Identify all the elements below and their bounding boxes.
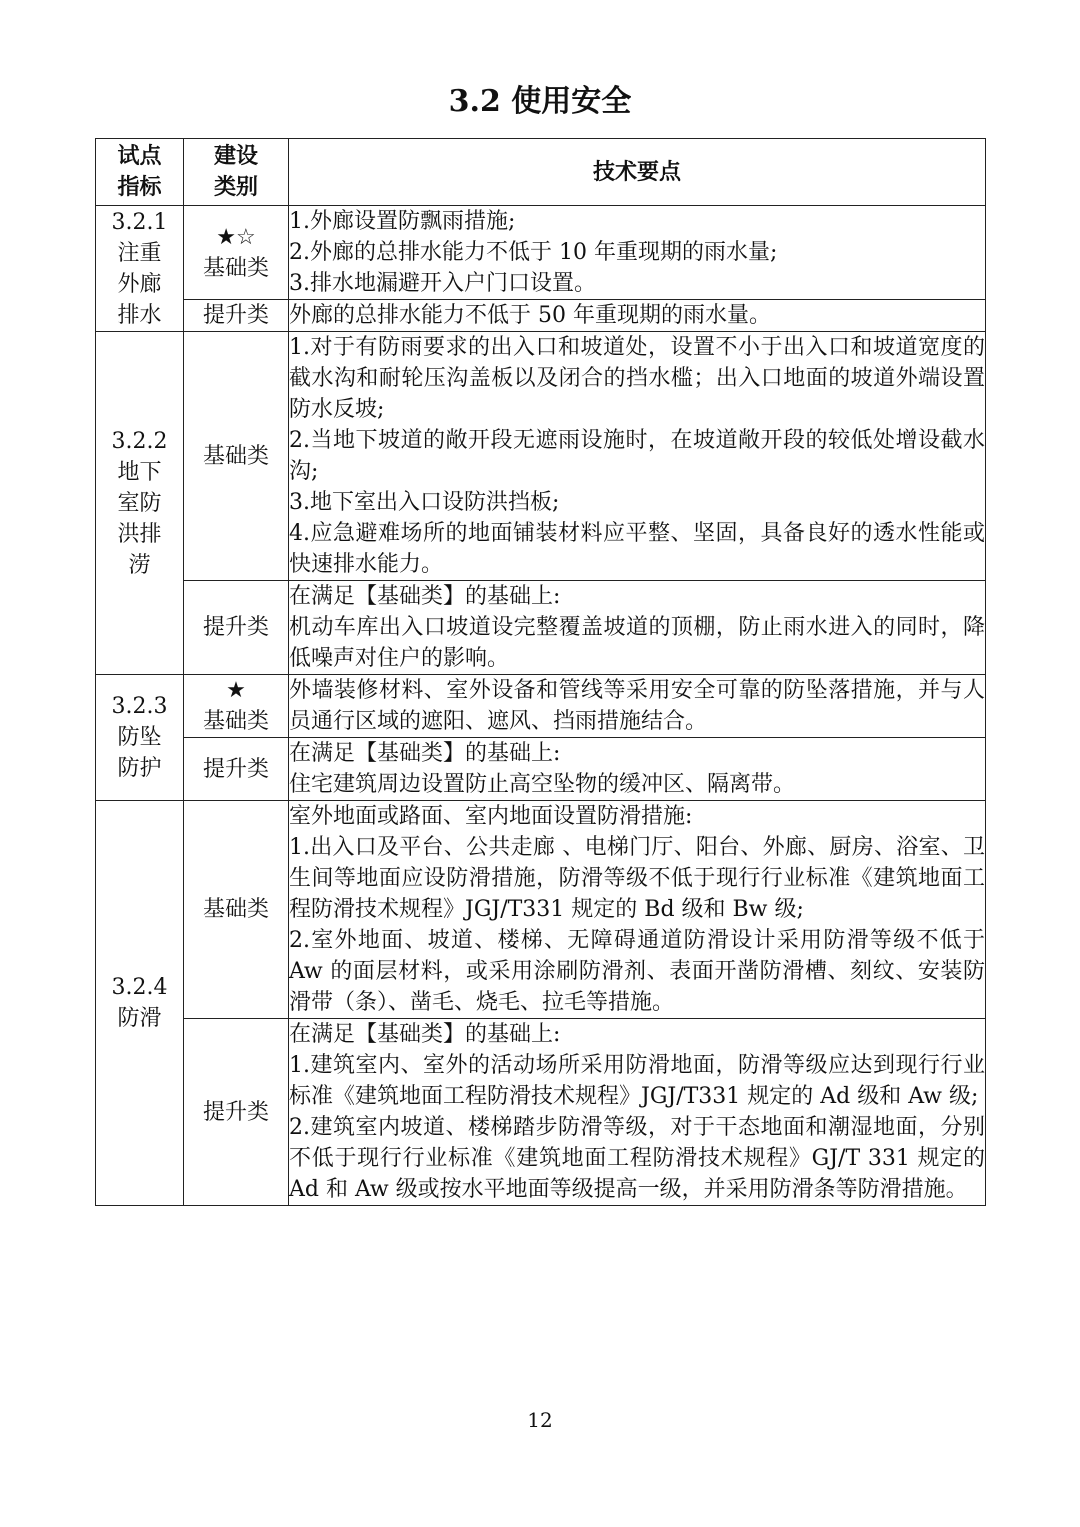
point-text: 在满足【基础类】的基础上: [289, 741, 561, 766]
indicator-cell [96, 206, 184, 332]
header-indicator-line: 试点 [117, 143, 162, 169]
point-text: 住宅建筑周边设置防止高空坠物的缓冲区、隔离带。 [289, 772, 796, 797]
indicator-line: 洪排 [117, 521, 162, 547]
category-cell [184, 738, 289, 801]
header-indicator-line: 指标 [117, 174, 162, 200]
category-label: 基础类 [202, 443, 269, 469]
table-row [96, 206, 986, 300]
table-row [96, 1019, 986, 1206]
points-cell [289, 675, 986, 738]
points-cell [289, 206, 986, 300]
table-row [96, 332, 986, 581]
indicator-line: 3.2.3 [111, 694, 168, 719]
category-cell [184, 675, 289, 738]
star-mark: ★ [226, 678, 246, 703]
points-cell [289, 332, 986, 581]
category-cell [184, 300, 289, 332]
indicator-line: 涝 [128, 552, 151, 578]
header-points: 技术要点 [289, 139, 986, 206]
table-row [96, 738, 986, 801]
points-cell [289, 738, 986, 801]
page-title: 3.2 使用安全 [448, 84, 632, 119]
indicator-cell [96, 675, 184, 801]
header-category-line: 建设 [213, 143, 258, 169]
category-label: 基础类 [202, 897, 269, 922]
point-text: 4.应急避难场所的地面铺装材料应平整、坚固，具备良好的透水性能或快速排水能力。 [289, 521, 985, 577]
indicator-cell [96, 332, 184, 675]
category-label: 提升类 [202, 615, 269, 640]
point-text: 1.出入口及平台、公共走廊 、电梯门厅、阳台、外廊、厨房、浴室、卫生间等地面应设防滑措施，防滑等级不低于现行行业标准《建筑地面工程防滑技术规程》JGJ/T331 规定的 Bd 级和 Bw 级; [289, 835, 985, 922]
point-text: 在满足【基础类】的基础上: [289, 584, 561, 609]
category-cell [184, 332, 289, 581]
points-cell [289, 1019, 986, 1206]
indicator-line: 3.2.4 [111, 975, 168, 1000]
category-cell [184, 206, 289, 300]
points-cell [289, 581, 986, 675]
point-text: 1.对于有防雨要求的出入口和坡道处，设置不小于出入口和坡道宽度的截水沟和耐轮压沟盖板以及闭合的挡水槛；出入口地面的坡道外端设置防水反坡; [289, 335, 985, 422]
point-text: 机动车库出入口坡道设完整覆盖坡道的顶棚，防止雨水进入的同时，降低噪声对住户的影响。 [289, 615, 985, 671]
table-row [96, 675, 986, 738]
category-label: 提升类 [202, 756, 269, 782]
table-row [96, 300, 986, 332]
point-text: 2.外廊的总排水能力不低于 10 年重现期的雨水量; [289, 240, 778, 265]
category-label: 提升类 [202, 303, 269, 328]
category-label: 基础类 [202, 709, 269, 734]
table-body [96, 206, 986, 1206]
point-text: 室外地面或路面、室内地面设置防滑措施: [289, 804, 693, 829]
header-indicator [96, 139, 184, 206]
point-text: 2.室外地面、坡道、楼梯、无障碍通道防滑设计采用防滑等级不低于 Aw 的面层材料，或采用涂刷防滑剂、表面开凿防滑槽、刻纹、安装防滑带（条）、凿毛、烧毛、拉毛等措施。 [289, 928, 985, 1015]
table-row [96, 801, 986, 1019]
points-cell [289, 300, 986, 332]
indicator-line: 外廊 [117, 271, 162, 297]
point-text: 3.排水地漏避开入户门口设置。 [289, 271, 596, 296]
category-cell [184, 801, 289, 1019]
category-cell [184, 581, 289, 675]
indicator-line: 地下 [117, 459, 162, 485]
header-category-line: 类别 [213, 174, 258, 200]
indicator-cell [96, 801, 184, 1206]
point-text: 在满足【基础类】的基础上: [289, 1022, 561, 1047]
point-text: 3.地下室出入口设防洪挡板; [289, 490, 560, 515]
indicator-line: 3.2.2 [111, 428, 168, 454]
indicator-line: 排水 [117, 302, 162, 328]
star-mark: ★☆ [216, 224, 256, 250]
table-header-row [96, 139, 986, 206]
technical-points-table [95, 138, 986, 1206]
points-cell [289, 801, 986, 1019]
indicator-line: 防护 [117, 756, 162, 781]
indicator-line: 防坠 [117, 725, 162, 750]
page-number: 12 [527, 1408, 553, 1432]
point-text: 外廊的总排水能力不低于 50 年重现期的雨水量。 [289, 303, 771, 328]
indicator-line: 注重 [117, 240, 162, 266]
point-text: 外墙装修材料、室外设备和管线等采用安全可靠的防坠落措施，并与人员通行区域的遮阳、遮风、挡雨措施结合。 [289, 678, 985, 734]
point-text: 1.外廊设置防飘雨措施; [289, 209, 516, 234]
indicator-line: 室防 [117, 490, 162, 516]
indicator-line: 3.2.1 [111, 209, 168, 235]
point-text: 2.建筑室内坡道、楼梯踏步防滑等级，对于干态地面和潮湿地面，分别不低于现行行业标准《建筑地面工程防滑技术规程》GJ/T 331 规定的 Ad 和 Aw 级或按水平地面等级提高一级，并采用防滑条等防滑措施。 [289, 1115, 985, 1202]
table-row [96, 581, 986, 675]
header-category [184, 139, 289, 206]
category-label: 基础类 [202, 255, 269, 281]
point-text: 2.当地下坡道的敞开段无遮雨设施时，在坡道敞开段的较低处增设截水沟; [289, 428, 985, 484]
point-text: 1.建筑室内、室外的活动场所采用防滑地面，防滑等级应达到现行行业标准《建筑地面工程防滑技术规程》JGJ/T331 规定的 Ad 级和 Aw 级; [289, 1053, 985, 1109]
indicator-line: 防滑 [117, 1006, 162, 1031]
category-label: 提升类 [202, 1099, 269, 1125]
category-cell [184, 1019, 289, 1206]
